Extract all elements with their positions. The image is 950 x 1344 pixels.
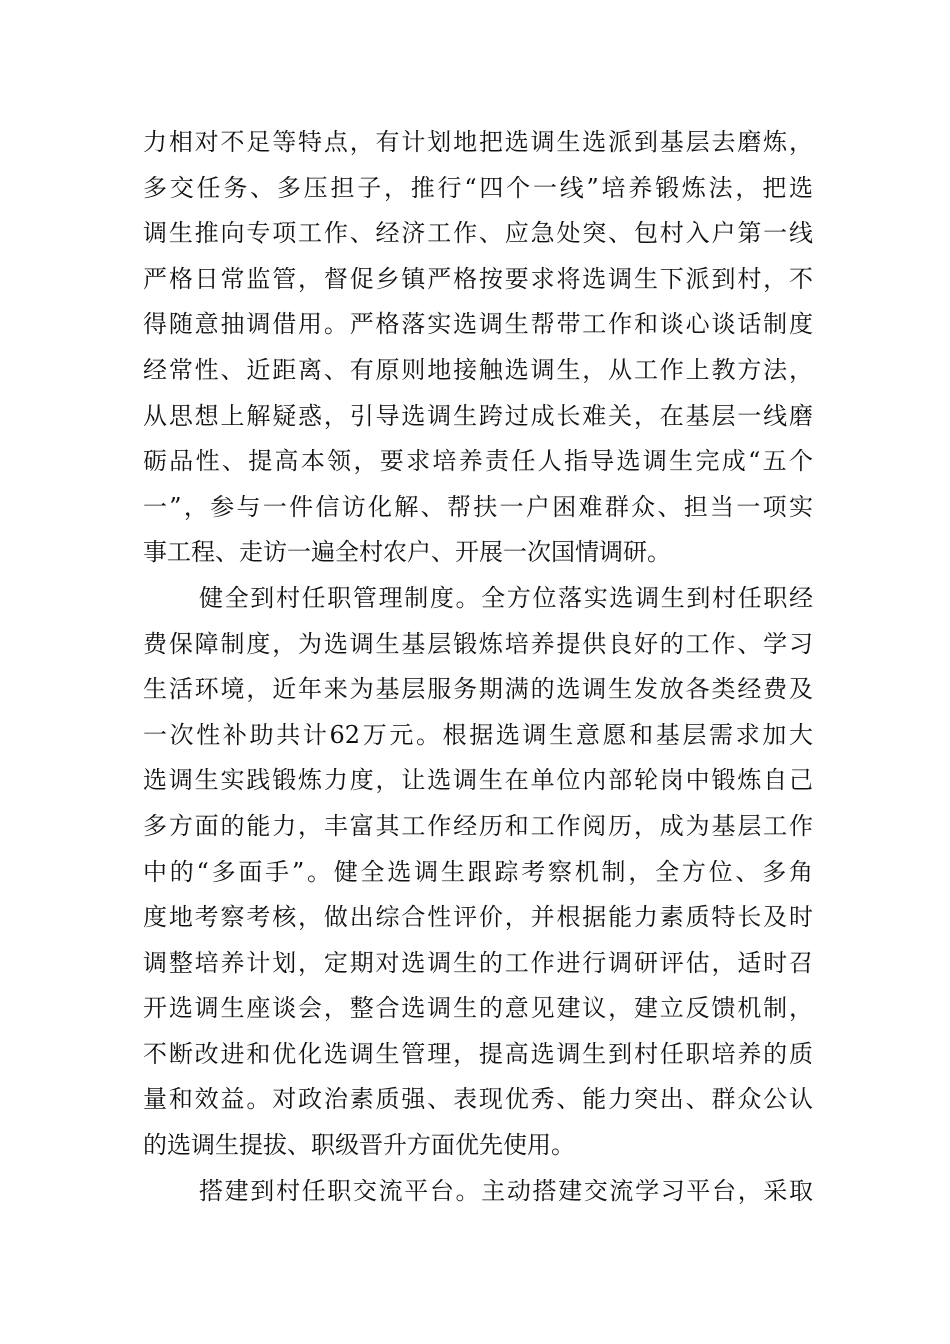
text-line: 得随意抽调借用。严格落实选调生帮带工作和谈心谈话制度	[143, 310, 813, 339]
text-line: 严格日常监管，督促乡镇严格按要求将选调生下派到村，不	[143, 264, 813, 293]
text-line: 事工程、走访一遍全村农户、开展一次国情调研。	[143, 538, 671, 567]
text-line: 一次性补助共计62万元。根据选调生意愿和基层需求加大	[143, 720, 813, 749]
text-line: 力相对不足等特点，有计划地把选调生选派到基层去磨炼，	[143, 128, 813, 156]
text-line: 调生推向专项工作、经济工作、应急处突、包村入户第一线	[143, 219, 813, 248]
text-line: 度地考察考核，做出综合性评价，并根据能力素质特长及时	[143, 903, 813, 932]
text-line: 生活环境，近年来为基层服务期满的选调生发放各类经费及	[143, 675, 813, 704]
text-line: 中的“多面手”。健全选调生跟踪考察机制，全方位、多角	[143, 857, 813, 886]
text-line: 多方面的能力，丰富其工作经历和工作阅历，成为基层工作	[143, 811, 813, 840]
text-line: 砺品性、提高本领，要求培养责任人指导选调生完成“五个	[143, 447, 813, 476]
text-line: 量和效益。对政治素质强、表现优秀、能力突出、群众公认	[143, 1085, 813, 1114]
text-line: 从思想上解疑惑，引导选调生跨过成长难关，在基层一线磨	[143, 401, 813, 430]
text-line: 选调生实践锻炼力度，让选调生在单位内部轮岗中锻炼自己	[143, 766, 813, 795]
text-line: 费保障制度，为选调生基层锻炼培养提供良好的工作、学习	[143, 629, 813, 658]
text-line: 经常性、近距离、有原则地接触选调生，从工作上教方法，	[143, 355, 813, 384]
paragraph-heading-line: 健全到村任职管理制度。全方位落实选调生到村任职经	[199, 583, 813, 612]
text-line: 调整培养计划，定期对选调生的工作进行调研评估，适时召	[143, 948, 813, 977]
text-line: 一”，参与一件信访化解、帮扶一户困难群众、担当一项实	[143, 492, 813, 521]
text-line: 多交任务、多压担子，推行“四个一线”培养锻炼法，把选	[143, 173, 813, 202]
paragraph-heading-line: 搭建到村任职交流平台。主动搭建交流学习平台，采取	[199, 1176, 813, 1205]
text-line: 的选调生提拔、职级晋升方面优先使用。	[143, 1131, 575, 1160]
document-body	[143, 120, 813, 1214]
text-line: 不断改进和优化选调生管理，提高选调生到村任职培养的质	[143, 1039, 813, 1068]
text-line: 开选调生座谈会，整合选调生的意见建议，建立反馈机制，	[143, 994, 813, 1023]
